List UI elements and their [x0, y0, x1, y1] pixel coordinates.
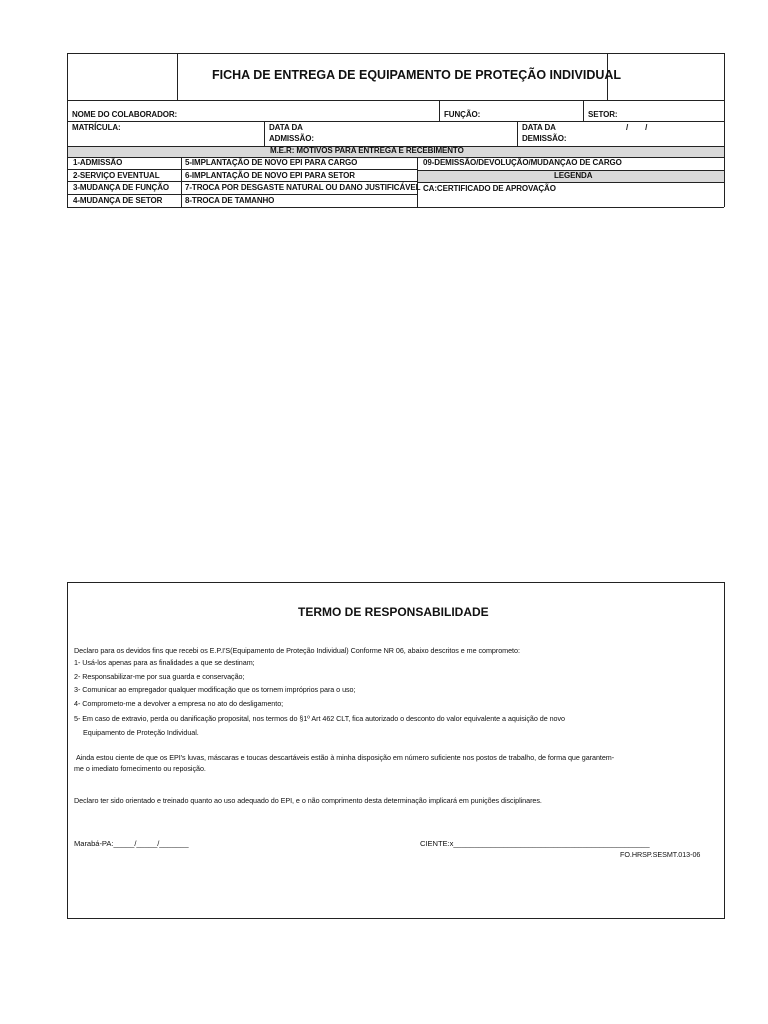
- local-date-line: Marabá-PA:_____/_____/_______: [74, 839, 189, 848]
- legenda-header: LEGENDA: [554, 171, 593, 180]
- legenda-ca: CA:CERTIFICADO DE APROVAÇÃO: [423, 184, 556, 193]
- termo-item-5-line-1: 5- Em caso de extravio, perda ou danificação proposital, nos termos do §1º Art 462 CLT, fica autorizado o desconto do valor equivalente a aquisição de novo: [74, 714, 565, 723]
- motivo-5: 5-IMPLANTAÇÃO DE NOVO EPI PARA CARGO: [185, 158, 358, 167]
- ciente-signature-line: CIENTE:x_______________________________________________: [420, 839, 650, 848]
- field-demissao-label-1: DATA DA: [522, 123, 556, 132]
- motivo-9: 09-DEMISSÃO/DEVOLUÇÃO/MUDANÇAO DE CARGO: [423, 158, 622, 167]
- motivos-header: M.E.R: MOTIVOS PARA ENTREGA E RECEBIMENTO: [270, 146, 464, 155]
- motivo-1: 1-ADMISSÃO: [73, 158, 123, 167]
- field-admissao-label-1: DATA DA: [269, 123, 303, 132]
- termo-item-1: 1- Usá-los apenas para as finalidades a que se destinam;: [74, 658, 255, 667]
- motivo-8: 8-TROCA DE TAMANHO: [185, 196, 275, 205]
- termo-para-3: Declaro ter sido orientado e treinado quanto ao uso adequado do EPI, e o não comprimento desta determinação implicará em punições disciplinares.: [74, 796, 542, 805]
- termo-para-2-line-1: Ainda estou ciente de que os EPI's luvas, máscaras e toucas descartáveis estão à minha disposição em número suficiente nos postos de trabalho, de forma que garantem-: [76, 753, 615, 762]
- form-code: FO.HRSP.SESMT.013-06: [620, 850, 701, 859]
- motivo-6: 6-IMPLANTAÇÃO DE NOVO EPI PARA SETOR: [185, 171, 355, 180]
- field-matricula-label: MATRÍCULA:: [72, 123, 121, 132]
- motivo-3: 3-MUDANÇA DE FUNÇÃO: [73, 183, 170, 192]
- motivo-2: 2-SERVIÇO EVENTUAL: [73, 171, 160, 180]
- demissao-date-slashes: / /: [626, 123, 648, 132]
- termo-intro: Declaro para os devidos fins que recebi os E.P.I'S(Equipamento de Proteção Individual) Conforme NR 06, abaixo descritos e me comprometo:: [74, 646, 520, 655]
- termo-item-5-line-2: Equipamento de Proteção Individual.: [83, 728, 199, 737]
- termo-para-2-line-2: me o imediato fornecimento ou reposição.: [74, 764, 206, 773]
- termo-title: TERMO DE RESPONSABILIDADE: [298, 605, 489, 619]
- termo-item-4: 4- Comprometo-me a devolver a empresa no ato do desligamento;: [74, 699, 284, 708]
- termo-item-2: 2- Responsabilizar-me por sua guarda e conservação;: [74, 672, 245, 681]
- field-nome-label: NOME DO COLABORADOR:: [72, 110, 178, 119]
- form-title: FICHA DE ENTREGA DE EQUIPAMENTO DE PROTEÇÃO INDIVIDUAL: [212, 68, 622, 82]
- motivo-4: 4-MUDANÇA DE SETOR: [73, 196, 163, 205]
- termo-box: [67, 582, 725, 919]
- field-demissao-label-2: DEMISSÃO:: [522, 134, 567, 143]
- termo-item-3: 3- Comunicar ao empregador qualquer modificação que os tornem impróprios para o uso;: [74, 685, 356, 694]
- motivo-7: 7-TROCA POR DESGASTE NATURAL OU DANO JUSTIFICÁVEL: [185, 183, 421, 192]
- field-setor-label: SETOR:: [588, 110, 618, 119]
- field-funcao-label: FUNÇÃO:: [444, 110, 481, 119]
- field-admissao-label-2: ADMISSÃO:: [269, 134, 314, 143]
